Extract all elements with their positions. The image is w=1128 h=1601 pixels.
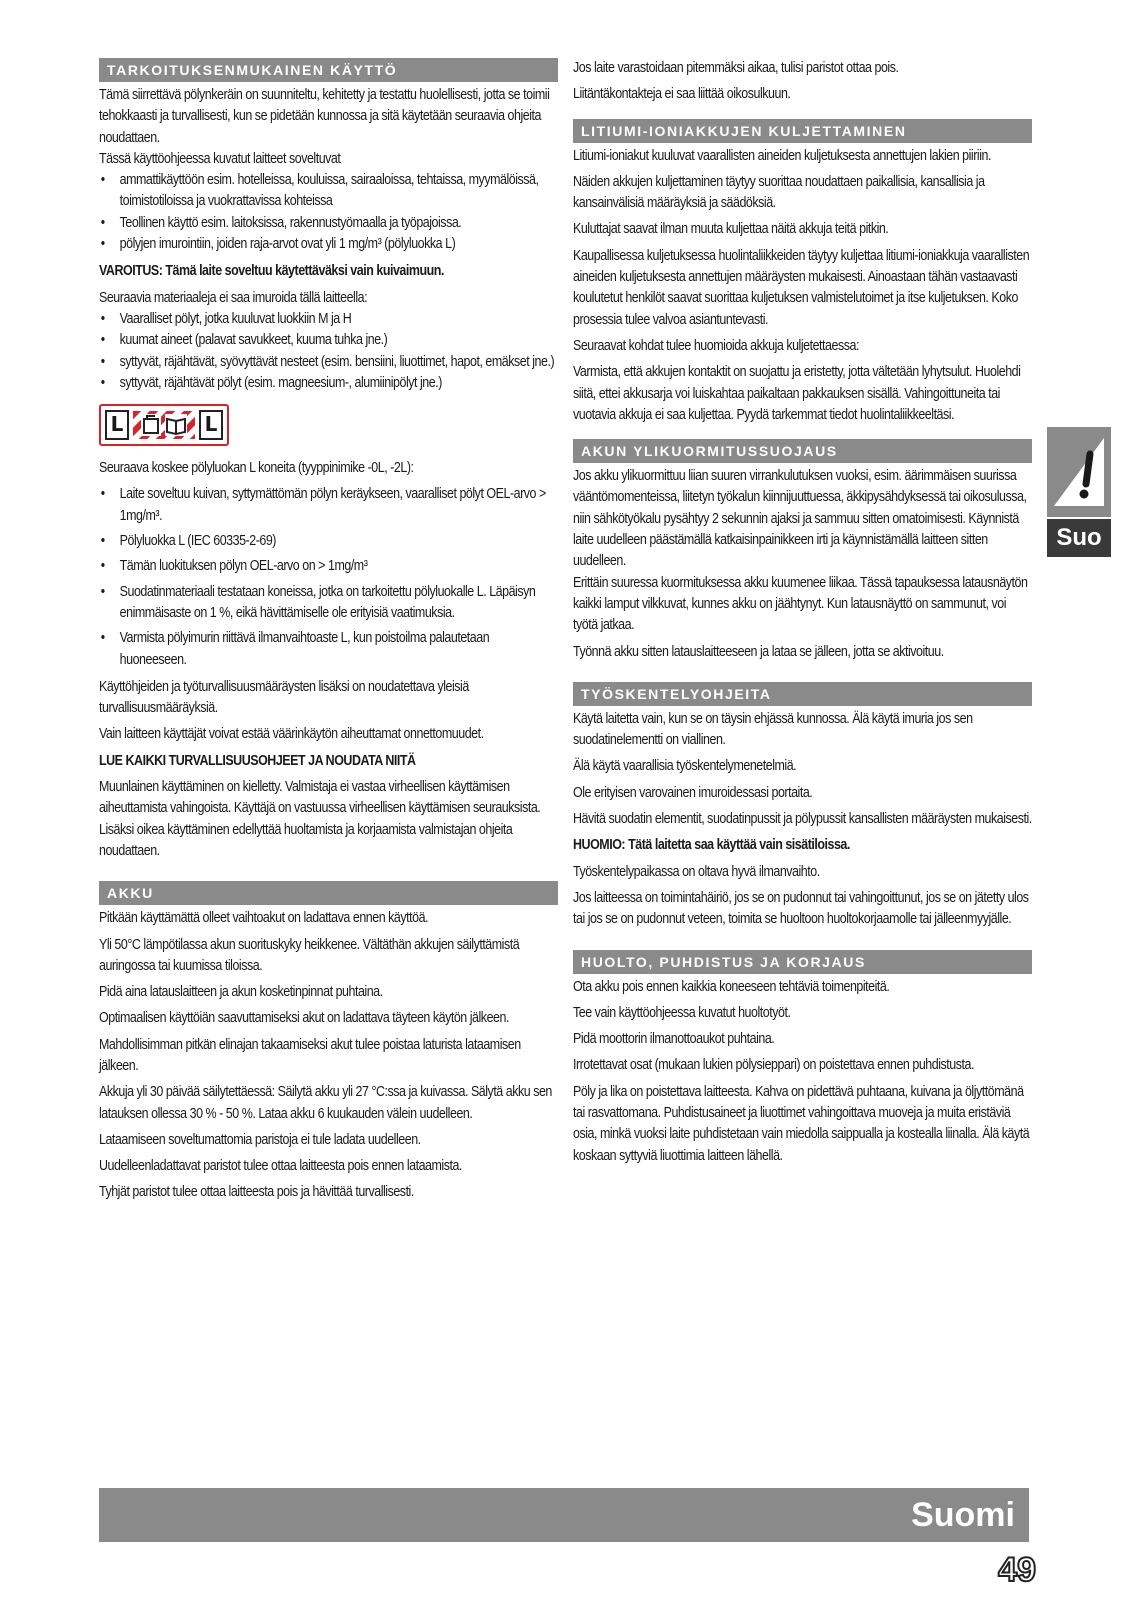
paragraph: Näiden akkujen kuljettaminen täytyy suorittaa noudattaen paikallisia, kansallisia ja kansainvälisiä määräyksiä ja säädöksiä. <box>573 173 985 212</box>
bullet-list <box>99 170 558 255</box>
paragraph: Kaupallisessa kuljetuksessa huolintaliikkeiden täytyy kuljettaa litiumi-ioniakkuja vaarallisten aineiden kuljetuksesta annettujen määräysten mukaisesti. Ainoastaan tähän vastaavasti koulutetut henkilöt saavat suorittaa kuljetuksen valmistelutoimet ja itse kuljetuksen. Koko prosessia tulee valvoa asiantuntevasti. <box>573 247 1030 328</box>
spacer <box>99 867 558 881</box>
paragraph: Lataamiseen soveltumattomia paristoja ei tule ladata uudelleen. <box>99 1131 421 1148</box>
bullet-list <box>99 484 558 670</box>
list-item: • Laite soveltuu kuivan, syttymättömän pölyn keräykseen, vaaralliset pölyt OEL-arvo > 1mg/m³. <box>99 484 558 527</box>
warning-text: VAROITUS: Tämä laite soveltuu käytettäväksi vain kuivaimuun. <box>99 263 444 280</box>
language-tab-label: Suo <box>1047 519 1111 557</box>
paragraph: Tyhjät paristot tulee ottaa laitteesta pois ja hävittää turvallisesti. <box>99 1184 414 1201</box>
battery-storage-body <box>573 58 1032 106</box>
maintenance-body <box>573 977 1032 1167</box>
dust-class-letter-left: L <box>105 410 129 440</box>
footer-language-bar: Suomi <box>99 1488 1029 1542</box>
page-number: 49 <box>998 1551 1036 1589</box>
paragraph: Käyttöhjeiden ja työturvallisuusmääräysten lisäksi on noudatettava yleisiä turvallisuusmääräyksiä. <box>99 678 469 717</box>
notice-text: HUOMIO: Tätä laitetta saa käyttää vain sisätiloissa. <box>573 837 850 854</box>
paragraph: Litiumi-ioniakut kuuluvat vaarallisten aineiden kuljetuksesta annettujen lakien piiriin. <box>573 147 991 164</box>
spacer <box>573 111 1032 119</box>
spacer <box>573 936 1032 950</box>
paragraph: Käytä laitetta vain, kun se on täysin ehjässä kunnossa. Älä käytä imuria jos sen suodatinelementti on viallinen. <box>573 710 973 749</box>
battery-body <box>99 908 558 1204</box>
right-column <box>573 58 1032 1172</box>
hazard-stripes <box>133 411 195 439</box>
paragraph: Älä käytä vaarallisia työskentelymenetelmiä. <box>573 758 797 775</box>
paragraph: Työskentelypaikassa on oltava hyvä ilmanvaihto. <box>573 863 820 880</box>
paragraph: Pitkään käyttämättä olleet vaihtoakut on ladattava ennen käyttöä. <box>99 910 429 927</box>
list-item: • Vaaralliset pölyt, jotka kuuluvat luokkiin M ja H <box>99 309 558 330</box>
paragraph: Jos laite varastoidaan pitemmäksi aikaa, tulisi paristot ottaa pois. <box>573 60 899 76</box>
paragraph: Vain laitteen käyttäjät voivat estää väärinkäytön aiheuttamat onnettomuudet. <box>99 726 484 743</box>
paragraph: Yli 50°C lämpötilassa akun suorituskyky heikkenee. Vältäthän akkujen säilyttämistä auringossa tai kuumissa tiloissa. <box>99 936 520 974</box>
paragraph: Kuluttajat saavat ilman muuta kuljettaa näitä akkuja teitä pitkin. <box>573 221 889 238</box>
list-item: • kuumat aineet (palavat savukkeet, kuuma tuhka jne.) <box>99 330 558 351</box>
paragraph: Tässä käyttöohjeessa kuvatut laitteet soveltuvat <box>99 150 341 167</box>
paragraph: Jos akku ylikuormittuu liian suuren virrankulutuksen vuoksi, esim. äärimmäisen suurissa vääntömomenteissa, liitetyn työkalun kiinnijuuttuessa, äkkipysähdyksessä tai oikosulussa, niin sähkötyökalu pysähtyy 2 sekunnin ajaksi ja sammuu sitten omatoimisesti. Käynnistä laite uudelleen päästämällä katkaisinpainikkeen irti ja käynnistämällä laitteen sitten uudelleen. <box>573 468 1027 570</box>
left-column <box>99 58 558 1209</box>
overload-body <box>573 466 1032 663</box>
intended-use-body <box>99 85 558 394</box>
paragraph: Ota akku pois ennen kaikkia koneeseen tehtäviä toimenpiteitä. <box>573 978 890 995</box>
dust-class-body <box>99 458 558 862</box>
vacuum-icon <box>141 414 161 436</box>
paragraph: Uudelleenladattavat paristot tulee ottaa laitteesta pois ennen lataamista. <box>99 1158 462 1175</box>
paragraph: Optimaalisen käyttöiän saavuttamiseksi akut on ladattava täyteen käytön jälkeen. <box>99 1010 509 1027</box>
paragraph: Työnnä akku sitten latauslaitteeseen ja lataa se jälleen, jotta se aktivoituu. <box>573 643 944 660</box>
list-item: • syttyvät, räjähtävät, syövyttävät nesteet (esim. bensiini, liuottimet, hapot, emäkset jne.) <box>99 352 558 373</box>
section-header-maintenance: HUOLTO, PUHDISTUS JA KORJAUS <box>573 950 1032 974</box>
paragraph: Seuraavia materiaaleja ei saa imuroida tällä laitteella: <box>99 289 368 306</box>
paragraph: Tämä siirrettävä pölynkeräin on suunniteltu, kehitetty ja testattu huolellisesti, jotta se toimii tehokkaasti ja turvallisesti, kun se pidetään kunnossa ja sitä käytetään seuraavia ohjeita noudattaen. <box>99 87 550 146</box>
paragraph: Seuraava koskee pölyluokan L koneita (tyyppinimike -0L, -2L): <box>99 460 414 477</box>
warning-icon <box>1050 434 1108 510</box>
list-item: • pölyjen imurointiin, joiden raja-arvot ovat yli 1 mg/m³ (pölyluokka L) <box>99 234 558 255</box>
paragraph: Irrotettavat osat (mukaan lukien pölysieppari) on poistettava ennen puhdistusta. <box>573 1057 974 1074</box>
lithium-transport-body <box>573 146 1032 427</box>
paragraph: Akkuja yli 30 päivää säilytettäessä: Säilytä akku yli 27 °C:ssa ja kuivassa. Sälytä akku sen latauksen ollessa 30 % - 50 %. Lataa akku 6 kuukauden välein uudelleen. <box>99 1084 552 1122</box>
paragraph: Ole erityisen varovainen imuroidessasi portaita. <box>573 784 813 801</box>
list-item: • ammattikäyttöön esim. hotelleissa, kouluissa, sairaaloissa, tehtaissa, myymälöissä, toimistotiloissa ja vuokrattavissa kohteissa <box>99 170 558 213</box>
paragraph: Erittäin suuressa kuormituksessa akku kuumenee liikaa. Tässä tapauksessa latausnäytön kaikki lamput vilkkuvat, kunnes akku on jäähtynyt. Kun latausnäyttö on sammunut, voi työtä jatkaa. <box>573 574 1028 634</box>
paragraph: Hävitä suodatin elementit, suodatinpussit ja pölypussit kansallisten määräysten mukaisesti. <box>573 811 1032 828</box>
working-instructions-body <box>573 709 1032 931</box>
list-item: • Teollinen käyttö esim. laitoksissa, rakennustyömaalla ja työpajoissa. <box>99 213 558 234</box>
paragraph: Seuraavat kohdat tulee huomioida akkuja kuljetettaessa: <box>573 337 859 354</box>
warning-box <box>1047 427 1111 517</box>
list-item: • Varmista pölyimurin riittävä ilmanvaihtoaste L, kun poistoilma palautetaan huoneeseen. <box>99 628 558 671</box>
language-side-tab <box>1047 427 1111 557</box>
paragraph: Pidä moottorin ilmanottoaukot puhtaina. <box>573 1031 775 1048</box>
list-item: • Tämän luokituksen pölyn OEL-arvo on > 1mg/m³ <box>99 556 558 577</box>
paragraph: Jos laitteessa on toimintahäiriö, jos se on pudonnut tai vahingoittunut, jos se on jätetty ulos tai jos se on pudonnut veteen, toimita se huoltoon huoltokorjaamolle tai jälleenmyyjälle. <box>573 889 1029 928</box>
bullet-list <box>99 309 558 394</box>
manual-book-icon <box>165 414 187 436</box>
section-header-working-instructions: TYÖSKENTELYOHJEITA <box>573 682 1032 706</box>
safety-heading: LUE KAIKKI TURVALLISUUSOHJEET JA NOUDATA NIITÄ <box>99 752 416 769</box>
paragraph: Pidä aina latauslaitteen ja akun kosketinpinnat puhtaina. <box>99 984 383 1001</box>
section-header-intended-use: TARKOITUKSENMUKAINEN KÄYTTÖ <box>99 58 558 82</box>
list-item: • Suodatinmateriaali testataan koneissa, jotka on tarkoitettu pölyluokalle L. Läpäisyn enimmäisaste on 1 %, eikä hävittämiselle ole erityisiä vaatimuksia. <box>99 582 558 625</box>
paragraph: Muunlainen käyttäminen on kielletty. Valmistaja ei vastaa virheellisen käyttämisen aiheuttamista vahingoista. Käyttäjä on vastuussa virheellisen käyttämisen seurauksista. Lisäksi oikea käyttäminen edellyttää huoltamista ja korjaamista valmistajan ohjeita noudattaen. <box>99 779 541 859</box>
section-header-battery: AKKU <box>99 881 558 905</box>
dust-class-l-badge <box>99 404 229 446</box>
list-item: • Pölyluokka L (IEC 60335-2-69) <box>99 531 558 552</box>
paragraph: Pöly ja lika on poistettava laitteesta. Kahva on pidettävä puhtaana, kuivana ja öljyttömänä tai rasvattomana. Puhdistusaineet ja liuottimet vahingoittava muoveja ja muita eristäviä osia, minkä vuoksi laite puhdistetaan vain miedolla saippualla ja kostealla liinalla. Älä käytä koskaan syttyviä liuottimia laitteen lähellä. <box>573 1083 1030 1164</box>
spacer <box>573 668 1032 682</box>
paragraph: Tee vain käyttöohjeessa kuvatut huoltotyöt. <box>573 1004 791 1021</box>
section-header-overload-protection: AKUN YLIKUORMITUSSUOJAUS <box>573 439 1032 463</box>
spacer <box>573 431 1032 439</box>
dust-class-letter-right: L <box>199 410 223 440</box>
paragraph: Varmista, että akkujen kontaktit on suojattu ja eristetty, jotta vältetään lyhytsulut. Huolehdi siitä, ettei akkusarja voi luiskahtaa paikaltaan pakkauksen sisällä. Vahingoittuneita tai vuotavia akkuja ei saa kuljettaa. Pyydä tarkemmat tiedot huolintaliikkeeltäsi. <box>573 364 1021 423</box>
paragraph: Mahdollisimman pitkän elinajan takaamiseksi akut tulee poistaa laturista lataamisen jälkeen. <box>99 1036 521 1074</box>
list-item: • syttyvät, räjähtävät pölyt (esim. magneesium-, alumiinipölyt jne.) <box>99 373 558 394</box>
section-header-lithium-transport: LITIUMI-IONIAKKUJEN KULJETTAMINEN <box>573 119 1032 143</box>
paragraph: Liitäntäkontakteja ei saa liittää oikosulkuun. <box>573 86 791 103</box>
